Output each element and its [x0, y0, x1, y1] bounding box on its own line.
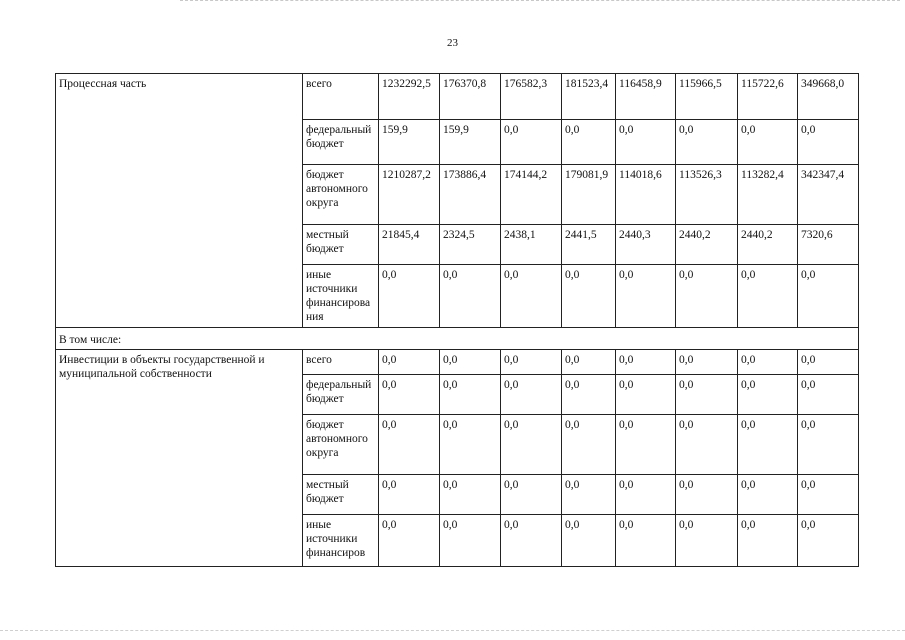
value-cell: 0,0: [798, 375, 859, 415]
value-cell: 0,0: [616, 120, 676, 165]
group-processnaya: [56, 74, 859, 328]
funding-source: федеральный бюджет: [303, 375, 379, 415]
value-cell: 0,0: [440, 375, 501, 415]
value-cell: 0,0: [616, 265, 676, 328]
value-cell: 113282,4: [738, 165, 798, 225]
section-row-group: [56, 328, 859, 350]
value-cell: 0,0: [616, 415, 676, 475]
value-cell: 0,0: [616, 515, 676, 567]
value-cell: 0,0: [738, 515, 798, 567]
value-cell: 0,0: [379, 350, 440, 375]
value-cell: 0,0: [562, 475, 616, 515]
value-cell: 0,0: [676, 515, 738, 567]
value-cell: 2440,3: [616, 225, 676, 265]
value-cell: 176370,8: [440, 74, 501, 120]
value-cell: 0,0: [738, 375, 798, 415]
value-cell: 1232292,5: [379, 74, 440, 120]
value-cell: 0,0: [562, 120, 616, 165]
value-cell: 181523,4: [562, 74, 616, 120]
scan-artifact-top: [180, 0, 900, 3]
section-label: В том числе:: [56, 328, 859, 350]
value-cell: 116458,9: [616, 74, 676, 120]
value-cell: 0,0: [440, 350, 501, 375]
value-cell: 0,0: [501, 475, 562, 515]
value-cell: 0,0: [379, 415, 440, 475]
funding-source: всего: [303, 74, 379, 120]
funding-source: бюджет автономного округа: [303, 165, 379, 225]
funding-source: иные источники финансиров: [303, 515, 379, 567]
value-cell: 1210287,2: [379, 165, 440, 225]
value-cell: 0,0: [379, 265, 440, 328]
value-cell: 115722,6: [738, 74, 798, 120]
funding-source: всего: [303, 350, 379, 375]
value-cell: 0,0: [440, 515, 501, 567]
value-cell: 174144,2: [501, 165, 562, 225]
value-cell: 0,0: [616, 350, 676, 375]
value-cell: 0,0: [501, 120, 562, 165]
page-number: 23: [447, 37, 458, 49]
funding-source: федеральный бюджет: [303, 120, 379, 165]
value-cell: 349668,0: [798, 74, 859, 120]
value-cell: 0,0: [379, 475, 440, 515]
table-row: [56, 350, 859, 375]
value-cell: 114018,6: [616, 165, 676, 225]
funding-source: местный бюджет: [303, 475, 379, 515]
value-cell: 0,0: [562, 265, 616, 328]
value-cell: 173886,4: [440, 165, 501, 225]
value-cell: 0,0: [501, 265, 562, 328]
value-cell: 0,0: [738, 415, 798, 475]
value-cell: 2440,2: [676, 225, 738, 265]
value-cell: 0,0: [501, 350, 562, 375]
value-cell: 0,0: [616, 475, 676, 515]
value-cell: 113526,3: [676, 165, 738, 225]
budget-table: [55, 73, 859, 567]
funding-source: бюджет автономного округа: [303, 415, 379, 475]
value-cell: 0,0: [798, 515, 859, 567]
value-cell: 0,0: [676, 350, 738, 375]
value-cell: 0,0: [616, 375, 676, 415]
funding-source: местный бюджет: [303, 225, 379, 265]
value-cell: 0,0: [798, 475, 859, 515]
value-cell: 0,0: [501, 515, 562, 567]
value-cell: 2438,1: [501, 225, 562, 265]
value-cell: 21845,4: [379, 225, 440, 265]
value-cell: 159,9: [440, 120, 501, 165]
value-cell: 0,0: [798, 415, 859, 475]
value-cell: 0,0: [440, 265, 501, 328]
value-cell: 0,0: [379, 515, 440, 567]
value-cell: 0,0: [676, 120, 738, 165]
value-cell: 179081,9: [562, 165, 616, 225]
value-cell: 0,0: [501, 375, 562, 415]
value-cell: 0,0: [676, 375, 738, 415]
value-cell: 0,0: [562, 515, 616, 567]
value-cell: 0,0: [562, 375, 616, 415]
value-cell: 0,0: [440, 415, 501, 475]
value-cell: 2324,5: [440, 225, 501, 265]
value-cell: 2440,2: [738, 225, 798, 265]
group-investments: [56, 350, 859, 567]
value-cell: 0,0: [562, 350, 616, 375]
section-row: [56, 328, 859, 350]
value-cell: 7320,6: [798, 225, 859, 265]
value-cell: 0,0: [798, 120, 859, 165]
value-cell: 342347,4: [798, 165, 859, 225]
value-cell: 0,0: [676, 415, 738, 475]
value-cell: 0,0: [379, 375, 440, 415]
value-cell: 176582,3: [501, 74, 562, 120]
group-title: Инвестиции в объекты государственной и муниципальной собственности: [56, 350, 303, 567]
value-cell: 0,0: [676, 475, 738, 515]
value-cell: 0,0: [738, 475, 798, 515]
value-cell: 0,0: [738, 350, 798, 375]
value-cell: 0,0: [676, 265, 738, 328]
funding-source: иные источники финансирования: [303, 265, 379, 328]
scan-artifact-bottom: [0, 630, 905, 633]
value-cell: 0,0: [501, 415, 562, 475]
value-cell: 0,0: [562, 415, 616, 475]
value-cell: 0,0: [798, 265, 859, 328]
value-cell: 115966,5: [676, 74, 738, 120]
group-title: Процессная часть: [56, 74, 303, 328]
value-cell: 0,0: [440, 475, 501, 515]
value-cell: 2441,5: [562, 225, 616, 265]
value-cell: 0,0: [738, 120, 798, 165]
table-row: [56, 74, 859, 120]
value-cell: 159,9: [379, 120, 440, 165]
value-cell: 0,0: [798, 350, 859, 375]
value-cell: 0,0: [738, 265, 798, 328]
